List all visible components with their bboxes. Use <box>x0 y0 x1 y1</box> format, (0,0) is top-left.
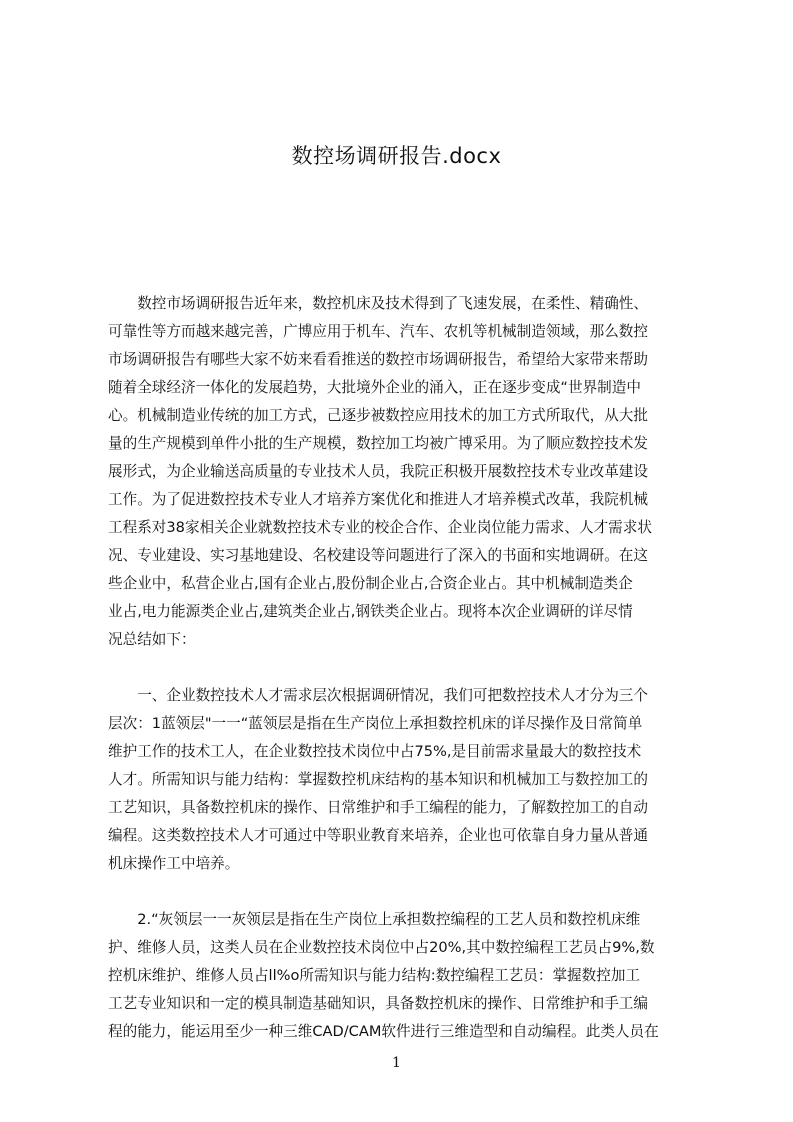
body-line: 2.“灰领层一一灰领层是指在生产岗位上承担数控编程的工艺人员和数控机床维 <box>108 911 641 928</box>
body-line: 可靠性等方而越来越完善，广博应用于机车、汽车、农机等机械制造领域，那么数控 <box>108 323 648 340</box>
body-line: 工艺知识，具备数控机床的操作、日常维护和手工编程的能力，了解数控加工的自动 <box>108 799 648 816</box>
body-line: 况总结如下： <box>108 631 196 648</box>
body-line: 层次：1蓝领层"一一“蓝领层是指在生产岗位上承担数控机床的详尽操作及日常简单 <box>108 715 643 732</box>
body-line: 业占,电力能源类企业占,建筑类企业占,钢铁类企业占。现将本次企业调研的详尽情 <box>108 603 633 620</box>
body-line: 一、企业数控技术人才需求层次根据调研情况，我们可把数控技术人才分为三个 <box>108 687 648 704</box>
body-line: 维护工作的技术工人，在企业数控技术岗位中占75%,是目前需求量最大的数控技术 <box>108 743 642 760</box>
body-line: 工程系对38家相关企业就数控技术专业的校企合作、企业岗位能力需求、人才需求状 <box>108 519 652 536</box>
body-line: 工艺专业知识和一定的模具制造基础知识，具备数控机床的操作、日常维护和手工编 <box>108 995 648 1012</box>
body-line: 心。机械制造业传统的加工方式，己逐步被数控应用技术的加工方式所取代，从大批 <box>108 407 648 424</box>
body-line: 编程。这类数控技术人才可通过中等职业教育来培养，企业也可依靠自身力量从普通 <box>108 827 648 844</box>
body-line: 程的能力，能运用至少一种三维CAD/CAM软件进行三维造型和自动编程。此类人员在 <box>108 1023 659 1040</box>
body-line: 机床操作工中培养。 <box>108 855 240 872</box>
body-line: 数控市场调研报告近年来，数控机床及技术得到了飞速发展，在柔性、精确性、 <box>108 295 648 312</box>
body-line: 况、专业建设、实习基地建设、名校建设等问题进行了深入的书面和实地调研。在这 <box>108 547 648 564</box>
document-body <box>108 290 698 1046</box>
paragraph-gap <box>108 878 698 906</box>
body-line: 控机床维护、维修人员占ll%o所需知识与能力结构:数控编程工艺员：掌握数控加工 <box>108 967 641 984</box>
body-line: 些企业中，私营企业占,国有企业占,股份制企业占,合资企业占。其中机械制造类企 <box>108 575 633 592</box>
body-line: 护、维修人员，这类人员在企业数控技术岗位中占20%,其中数控编程工艺员占9%,数 <box>108 939 655 956</box>
body-line: 展形式，为企业输送高质量的专业技术人员，我院正积极开展数控技术专业改革建设 <box>108 463 648 480</box>
body-line: 人才。所需知识与能力结构：掌握数控机床结构的基本知识和机械加工与数控加工的 <box>108 771 648 788</box>
paragraph-gap <box>108 654 698 682</box>
body-line: 市场调研报告有哪些大家不妨来看看推送的数控市场调研报告，希望给大家带来帮助 <box>108 351 648 368</box>
page-number: 1 <box>392 1055 401 1071</box>
body-line: 量的生产规模到单件小批的生产规模，数控加工均被广博采用。为了顺应数控技术发 <box>108 435 648 452</box>
body-line: 随着全球经济一体化的发展趋势，大批境外企业的涌入，正在逐步变成“世界制造中 <box>108 379 641 396</box>
document-title: 数控场调研报告.docx <box>291 144 502 168</box>
body-line: 工作。为了促进数控技术专业人才培养方案优化和推进人才培养模式改革，我院机械 <box>108 491 648 508</box>
